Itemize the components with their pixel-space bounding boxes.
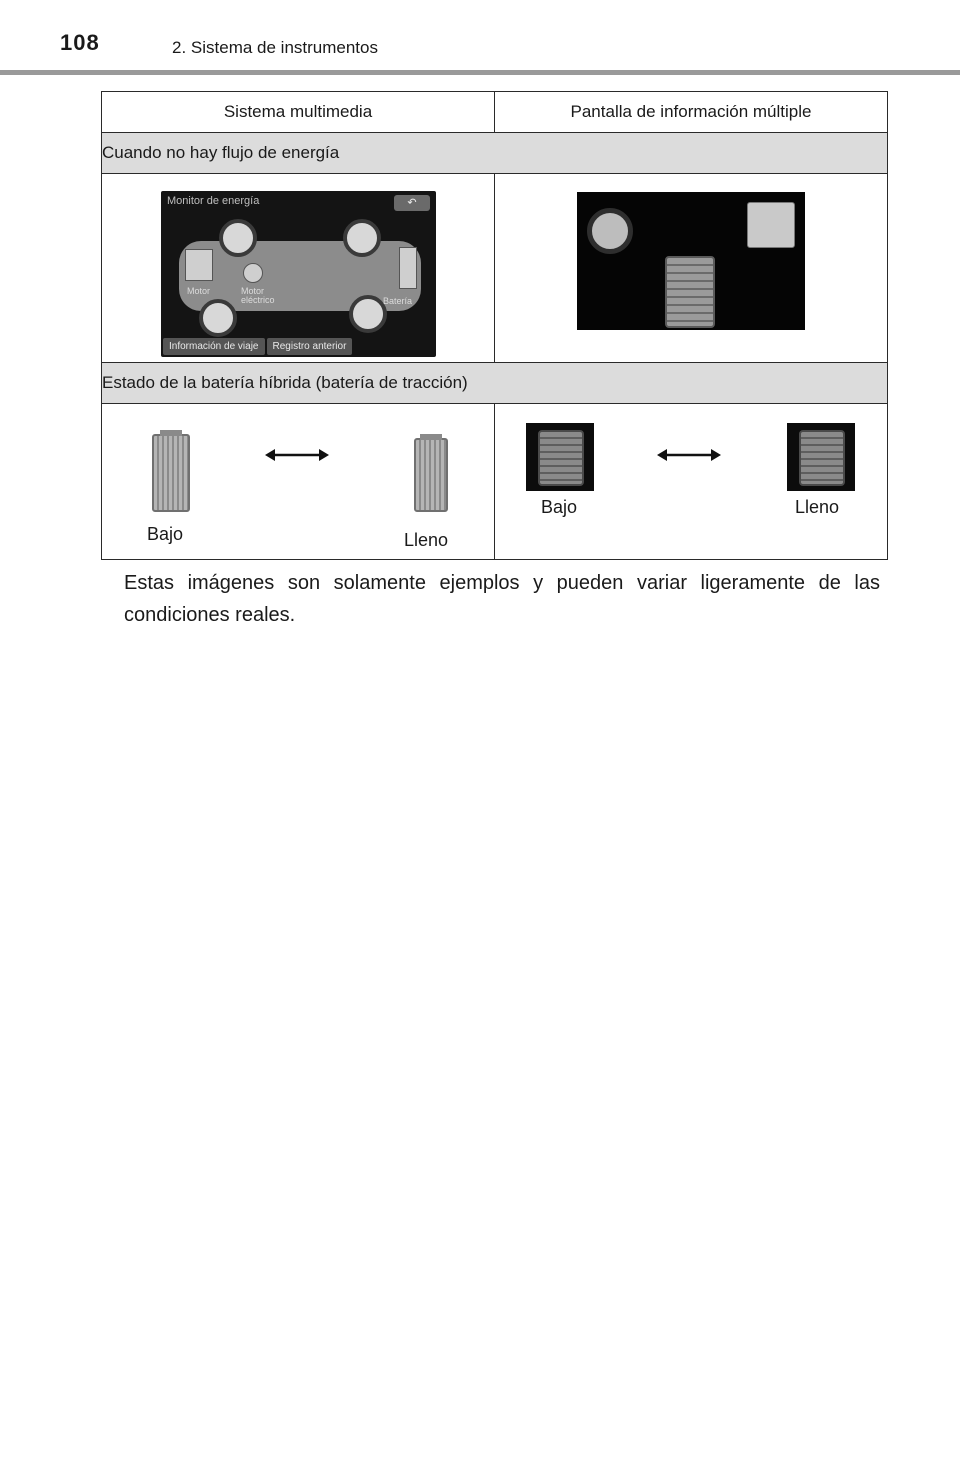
row-label-battery-state: Estado de la batería híbrida (batería de tracción): [102, 363, 888, 404]
battery-graphic: [399, 247, 417, 289]
wheel-icon: [587, 208, 633, 254]
double-arrow-icon: [657, 448, 721, 462]
battery-low-icon: [526, 423, 594, 491]
multimedia-battery-cell: [102, 404, 495, 560]
disclaimer-note: Estas imágenes son solamente ejemplos y pueden variar ligeramente de las condiciones reales.: [124, 572, 880, 626]
tab-history: Registro anterior: [267, 338, 353, 355]
column-header-multi-info: Pantalla de información múltiple: [495, 92, 888, 133]
battery-icon: [665, 256, 715, 328]
motor-label: Motor: [187, 286, 211, 296]
battery-full-label: Lleno: [404, 530, 449, 550]
engine-graphic: [185, 249, 213, 281]
header-divider: [0, 70, 960, 75]
section-title: 2. Sistema de instrumentos: [172, 38, 378, 57]
battery-low-label: Bajo: [541, 497, 578, 517]
battery-low-label: Bajo: [147, 524, 184, 544]
wheel-icon: [219, 219, 257, 257]
energy-monitor-title: Monitor de energía: [167, 195, 260, 207]
battery-full-icon: [787, 423, 855, 491]
energy-display-table: [101, 91, 888, 560]
engine-icon: [747, 202, 795, 248]
multi-info-battery-cell: [495, 404, 888, 560]
battery-full-icon: [414, 438, 448, 512]
battery-low-icon: [152, 434, 190, 512]
electric-motor-graphic: [243, 263, 263, 283]
multimedia-screen-cell: [102, 174, 495, 363]
column-header-multimedia: Sistema multimedia: [102, 92, 495, 133]
tab-trip-info: Información de viaje: [163, 338, 265, 355]
electric-motor-label: Motor eléctrico: [241, 286, 275, 305]
battery-label: Batería: [383, 296, 413, 306]
row-label-no-energy-flow: Cuando no hay flujo de energía: [102, 133, 888, 174]
battery-full-label: Lleno: [795, 497, 840, 517]
multi-info-screen-cell: [495, 174, 888, 363]
page-number: 108: [60, 30, 100, 55]
energy-monitor-tabs: [163, 338, 352, 355]
wheel-icon: [343, 219, 381, 257]
wheel-icon: [199, 299, 237, 337]
energy-monitor-screen: [161, 191, 436, 357]
back-arrow-icon: ↶: [394, 195, 430, 211]
multi-info-display-screen: [577, 192, 805, 330]
wheel-icon: [349, 295, 387, 333]
double-arrow-icon: [265, 448, 329, 462]
